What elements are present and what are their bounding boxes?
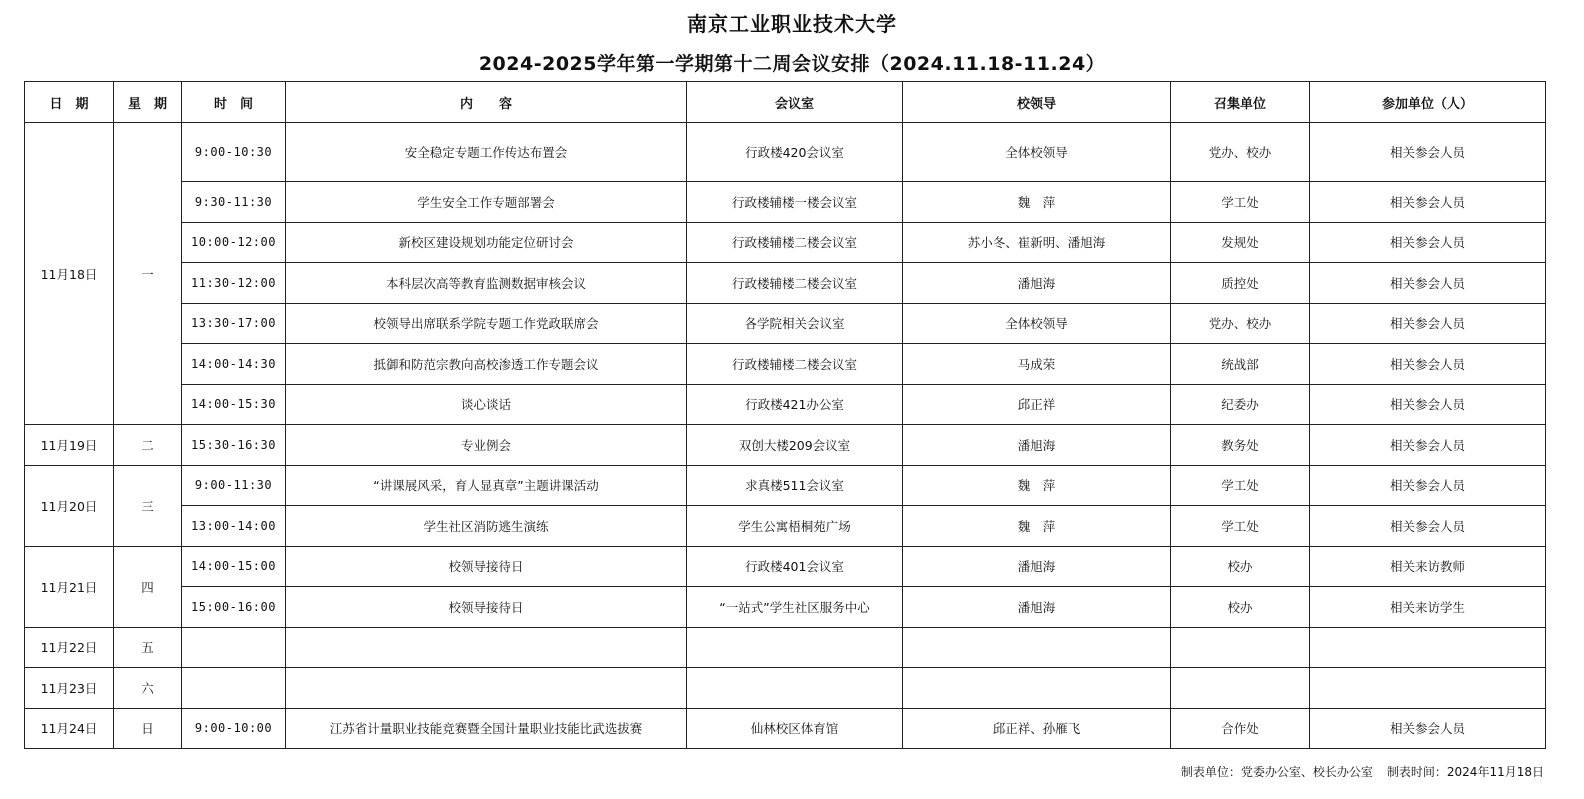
cell-weekday: 五: [114, 627, 182, 668]
cell-content: 新校区建设规划功能定位研讨会: [286, 222, 687, 263]
schedule-body: [25, 123, 1546, 749]
table-row: [25, 546, 1546, 587]
cell-convener: 党办、校办: [1171, 123, 1310, 182]
cell-date: 11月24日: [25, 708, 114, 749]
cell-attendees: [1310, 668, 1546, 709]
cell-content: 校领导接待日: [286, 546, 687, 587]
cell-room: 学生公寓梧桐苑广场: [687, 506, 903, 547]
cell-time: 14:00-14:30: [182, 344, 286, 385]
cell-convener: [1171, 668, 1310, 709]
cell-attendees: [1310, 627, 1546, 668]
header-attendees: 参加单位（人）: [1310, 82, 1546, 123]
cell-convener: 纪委办: [1171, 384, 1310, 425]
cell-content: 学生社区消防逃生演练: [286, 506, 687, 547]
cell-leader: 潘旭海: [903, 425, 1171, 466]
cell-content: 江苏省计量职业技能竞赛暨全国计量职业技能比武选拔赛: [286, 708, 687, 749]
cell-time: 15:30-16:30: [182, 425, 286, 466]
cell-weekday: 六: [114, 668, 182, 709]
cell-weekday: 四: [114, 546, 182, 627]
cell-weekday: 二: [114, 425, 182, 466]
cell-room: 行政楼辅楼二楼会议室: [687, 263, 903, 304]
header-time: 时 间: [182, 82, 286, 123]
table-row: [25, 123, 1546, 182]
cell-room: 各学院相关会议室: [687, 303, 903, 344]
cell-attendees: 相关参会人员: [1310, 708, 1546, 749]
cell-time: 13:30-17:00: [182, 303, 286, 344]
cell-leader: [903, 627, 1171, 668]
cell-attendees: 相关来访学生: [1310, 587, 1546, 628]
header-date: 日 期: [25, 82, 114, 123]
cell-convener: 校办: [1171, 546, 1310, 587]
cell-attendees: 相关参会人员: [1310, 425, 1546, 466]
footer-unit: 制表单位：党委办公室、校长办公室: [1180, 765, 1373, 779]
cell-leader: [903, 668, 1171, 709]
cell-content: 谈心谈话: [286, 384, 687, 425]
cell-content: 学生安全工作专题部署会: [286, 182, 687, 223]
cell-leader: 全体校领导: [903, 123, 1171, 182]
table-row: [25, 303, 1546, 344]
table-row: [25, 263, 1546, 304]
cell-convener: 质控处: [1171, 263, 1310, 304]
cell-leader: 邱正祥: [903, 384, 1171, 425]
header-leader: 校领导: [903, 82, 1171, 123]
cell-time: [182, 668, 286, 709]
cell-room: 行政楼辅楼二楼会议室: [687, 344, 903, 385]
cell-convener: 党办、校办: [1171, 303, 1310, 344]
cell-time: 9:30-11:30: [182, 182, 286, 223]
table-row: [25, 344, 1546, 385]
cell-leader: 魏 萍: [903, 465, 1171, 506]
cell-content: 本科层次高等教育监测数据审核会议: [286, 263, 687, 304]
cell-time: 10:00-12:00: [182, 222, 286, 263]
table-row: [25, 182, 1546, 223]
cell-room: 求真楼511会议室: [687, 465, 903, 506]
table-row: [25, 506, 1546, 547]
cell-content: [286, 627, 687, 668]
cell-time: 15:00-16:00: [182, 587, 286, 628]
table-row: [25, 425, 1546, 466]
cell-date: 11月19日: [25, 425, 114, 466]
cell-time: 14:00-15:00: [182, 546, 286, 587]
table-row: [25, 587, 1546, 628]
cell-time: 13:00-14:00: [182, 506, 286, 547]
cell-content: “讲课展风采，育人显真章”主题讲课活动: [286, 465, 687, 506]
cell-leader: 苏小冬、崔新明、潘旭海: [903, 222, 1171, 263]
cell-attendees: 相关参会人员: [1310, 123, 1546, 182]
header-weekday: 星 期: [114, 82, 182, 123]
document-subtitle: 2024-2025学年第一学期第十二周会议安排（2024.11.18-11.24）: [478, 53, 1106, 75]
cell-convener: 统战部: [1171, 344, 1310, 385]
cell-date: 11月22日: [25, 627, 114, 668]
cell-leader: 魏 萍: [903, 506, 1171, 547]
meeting-schedule-table: [24, 81, 1546, 749]
header-room: 会议室: [687, 82, 903, 123]
footer: [1181, 763, 1544, 780]
cell-leader: 潘旭海: [903, 263, 1171, 304]
cell-attendees: 相关参会人员: [1310, 182, 1546, 223]
cell-attendees: 相关参会人员: [1310, 506, 1546, 547]
cell-leader: 潘旭海: [903, 587, 1171, 628]
cell-leader: 马成荣: [903, 344, 1171, 385]
cell-attendees: 相关参会人员: [1310, 303, 1546, 344]
cell-content: 安全稳定专题工作传达布置会: [286, 123, 687, 182]
cell-content: 校领导接待日: [286, 587, 687, 628]
cell-room: 仙林校区体育馆: [687, 708, 903, 749]
cell-content: 抵御和防范宗教向高校渗透工作专题会议: [286, 344, 687, 385]
footer-date: 制表时间：2024年11月18日: [1386, 765, 1544, 779]
cell-convener: 合作处: [1171, 708, 1310, 749]
cell-weekday: 三: [114, 465, 182, 546]
cell-date: 11月18日: [25, 123, 114, 425]
cell-content: 校领导出席联系学院专题工作党政联席会: [286, 303, 687, 344]
table-row: [25, 384, 1546, 425]
cell-room: 行政楼辅楼一楼会议室: [687, 182, 903, 223]
cell-date: 11月20日: [25, 465, 114, 546]
cell-weekday: 日: [114, 708, 182, 749]
cell-room: 行政楼421办公室: [687, 384, 903, 425]
cell-time: [182, 627, 286, 668]
cell-leader: 潘旭海: [903, 546, 1171, 587]
cell-convener: 校办: [1171, 587, 1310, 628]
cell-attendees: 相关来访教师: [1310, 546, 1546, 587]
cell-content: [286, 668, 687, 709]
cell-attendees: 相关参会人员: [1310, 222, 1546, 263]
cell-time: 9:00-10:30: [182, 123, 286, 182]
cell-convener: 学工处: [1171, 182, 1310, 223]
cell-convener: 发规处: [1171, 222, 1310, 263]
table-row: [25, 627, 1546, 668]
cell-leader: 全体校领导: [903, 303, 1171, 344]
cell-leader: 魏 萍: [903, 182, 1171, 223]
cell-convener: 学工处: [1171, 506, 1310, 547]
cell-convener: 教务处: [1171, 425, 1310, 466]
cell-date: 11月23日: [25, 668, 114, 709]
cell-weekday: 一: [114, 123, 182, 425]
cell-convener: 学工处: [1171, 465, 1310, 506]
cell-time: 9:00-11:30: [182, 465, 286, 506]
cell-time: 14:00-15:30: [182, 384, 286, 425]
cell-room: [687, 627, 903, 668]
cell-leader: 邱正祥、孙雁飞: [903, 708, 1171, 749]
table-header-row: [25, 82, 1546, 123]
cell-time: 9:00-10:00: [182, 708, 286, 749]
table-row: [25, 668, 1546, 709]
cell-convener: [1171, 627, 1310, 668]
cell-attendees: 相关参会人员: [1310, 384, 1546, 425]
cell-room: 双创大楼209会议室: [687, 425, 903, 466]
cell-room: [687, 668, 903, 709]
cell-room: “一站式”学生社区服务中心: [687, 587, 903, 628]
cell-room: 行政楼401会议室: [687, 546, 903, 587]
header-convener: 召集单位: [1171, 82, 1310, 123]
header-content: 内 容: [286, 82, 687, 123]
table-row: [25, 222, 1546, 263]
table-row: [25, 708, 1546, 749]
cell-time: 11:30-12:00: [182, 263, 286, 304]
cell-content: 专业例会: [286, 425, 687, 466]
cell-attendees: 相关参会人员: [1310, 263, 1546, 304]
cell-attendees: 相关参会人员: [1310, 465, 1546, 506]
table-row: [25, 465, 1546, 506]
document-title: 南京工业职业技术大学: [687, 12, 897, 36]
cell-room: 行政楼420会议室: [687, 123, 903, 182]
cell-date: 11月21日: [25, 546, 114, 627]
cell-attendees: 相关参会人员: [1310, 344, 1546, 385]
cell-room: 行政楼辅楼二楼会议室: [687, 222, 903, 263]
